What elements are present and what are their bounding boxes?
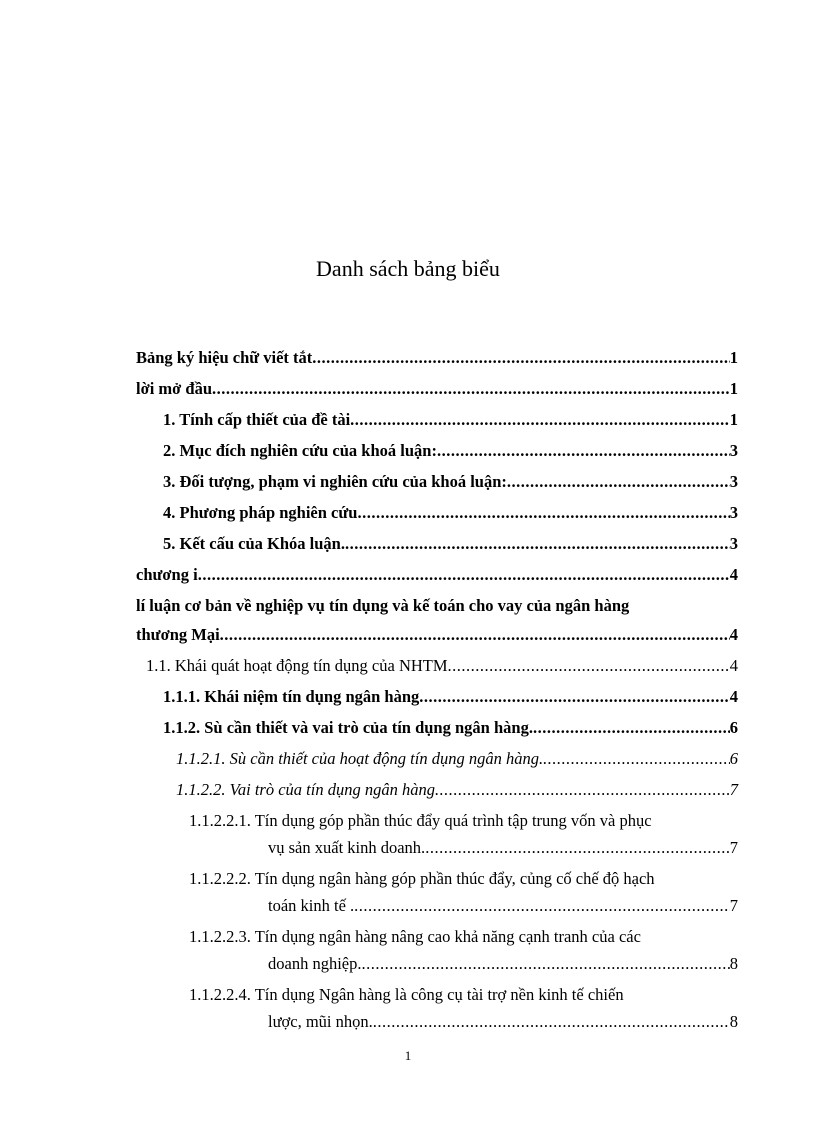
toc-entry[interactable] bbox=[189, 983, 738, 1033]
dot-leader bbox=[533, 716, 730, 739]
toc-entry[interactable] bbox=[189, 925, 738, 975]
toc-page-number: 4 bbox=[729, 625, 738, 644]
toc-entry[interactable] bbox=[136, 563, 738, 586]
dot-leader bbox=[220, 623, 730, 646]
dot-leader bbox=[357, 501, 729, 524]
toc-entry-text-line1: 1.1.2.2.4. Tín dụng Ngân hàng là công cụ tài trợ nền kinh tế chiến bbox=[189, 985, 624, 1004]
toc-entry-text: 1. Tính cấp thiết của đề tài bbox=[163, 410, 351, 429]
toc-entry[interactable] bbox=[146, 654, 738, 677]
dot-leader bbox=[543, 747, 730, 770]
toc-entry[interactable] bbox=[176, 778, 738, 801]
toc-page-number: 1 bbox=[729, 410, 738, 429]
toc-entry[interactable] bbox=[163, 470, 738, 493]
dot-leader bbox=[507, 470, 730, 493]
dot-leader bbox=[312, 346, 729, 369]
toc-entry[interactable] bbox=[163, 716, 738, 739]
toc-page-number: 4 bbox=[729, 687, 738, 706]
toc-page-number: 7 bbox=[729, 780, 738, 799]
toc-entry-text: Bảng ký hiệu chữ viết tắt bbox=[136, 348, 313, 367]
toc-page-number: 7 bbox=[729, 838, 738, 857]
toc-entry-text-line1: lí luận cơ bản về nghiệp vụ tín dụng và kế toán cho vay của ngân hàng bbox=[136, 596, 630, 615]
toc-entry-text: 3. Đối tượng, phạm vi nghiên cứu của khoá luận: bbox=[163, 472, 507, 491]
toc-page-number: 1 bbox=[729, 379, 738, 398]
dot-leader bbox=[425, 836, 730, 859]
page-number: 1 bbox=[404, 1048, 412, 1063]
dot-leader bbox=[419, 685, 729, 708]
table-of-contents bbox=[136, 346, 738, 1033]
toc-page-number: 3 bbox=[729, 534, 738, 553]
toc-entry-text: vụ sản xuất kinh doanh. bbox=[268, 838, 426, 857]
toc-entry-text: lược, mũi nhọn. bbox=[268, 1012, 373, 1031]
toc-entry[interactable] bbox=[163, 685, 738, 708]
dot-leader bbox=[198, 563, 730, 586]
dot-leader bbox=[448, 654, 730, 677]
toc-entry[interactable] bbox=[189, 867, 738, 917]
toc-page-number: 4 bbox=[729, 565, 738, 584]
toc-entry[interactable] bbox=[136, 346, 738, 369]
toc-entry-text: 1.1.2.2. Vai trò của tín dụng ngân hàng bbox=[176, 780, 435, 799]
toc-entry[interactable] bbox=[163, 501, 738, 524]
dot-leader bbox=[437, 439, 730, 462]
page-title: Danh sách bảng biểu bbox=[316, 256, 500, 281]
toc-entry-text: toán kinh tế . bbox=[268, 896, 355, 915]
toc-entry-text-line1: 1.1.2.2.2. Tín dụng ngân hàng góp phần thúc đẩy, củng cố chế độ hạch bbox=[189, 869, 655, 888]
toc-page-number: 8 bbox=[729, 954, 738, 973]
toc-entry[interactable] bbox=[163, 532, 738, 555]
toc-page-number: 3 bbox=[729, 472, 738, 491]
toc-entry-text-line1: 1.1.2.2.3. Tín dụng ngân hàng nâng cao khả năng cạnh tranh của các bbox=[189, 927, 641, 946]
toc-entry-text: 4. Phương pháp nghiên cứu bbox=[163, 503, 358, 522]
dot-leader bbox=[435, 778, 730, 801]
toc-page-number: 6 bbox=[729, 718, 738, 737]
toc-entry-text: 1.1.2. Sù cần thiết và vai trò của tín dụng ngân hàng. bbox=[163, 718, 533, 737]
toc-entry[interactable] bbox=[136, 377, 738, 400]
toc-entry[interactable] bbox=[163, 408, 738, 431]
toc-entry-text: 1.1. Khái quát hoạt động tín dụng của NHTM bbox=[146, 656, 448, 675]
toc-entry[interactable] bbox=[163, 439, 738, 462]
dot-leader bbox=[361, 952, 729, 975]
toc-page-number: 3 bbox=[729, 441, 738, 460]
toc-entry-text-line1: 1.1.2.2.1. Tín dụng góp phần thúc đẩy quá trình tập trung vốn và phục bbox=[189, 811, 652, 830]
toc-entry[interactable] bbox=[176, 747, 738, 770]
toc-entry-text: thương Mại bbox=[136, 625, 220, 644]
dot-leader bbox=[373, 1010, 730, 1033]
toc-entry-text: 5. Kết cấu của Khóa luận. bbox=[163, 534, 345, 553]
toc-page-number: 4 bbox=[729, 656, 738, 675]
toc-page-number: 7 bbox=[729, 896, 738, 915]
toc-entry-text: lời mở đầu bbox=[136, 379, 213, 398]
toc-page-number: 6 bbox=[729, 749, 738, 768]
dot-leader bbox=[345, 532, 730, 555]
toc-entry-text: 1.1.1. Khái niệm tín dụng ngân hàng bbox=[163, 687, 420, 706]
toc-entry[interactable] bbox=[136, 594, 738, 646]
toc-entry-text: 1.1.2.1. Sù cần thiết của hoạt động tín dụng ngân hàng. bbox=[176, 749, 544, 768]
toc-entry-text: 2. Mục đích nghiên cứu của khoá luận: bbox=[163, 441, 437, 460]
dot-leader bbox=[354, 894, 730, 917]
dot-leader bbox=[350, 408, 730, 431]
toc-entry-text: doanh nghiệp. bbox=[268, 954, 362, 973]
toc-page-number: 3 bbox=[729, 503, 738, 522]
toc-entry-text: chương i bbox=[136, 565, 198, 584]
dot-leader bbox=[212, 377, 730, 400]
toc-page-number: 8 bbox=[729, 1012, 738, 1031]
toc-page-number: 1 bbox=[729, 348, 738, 367]
toc-entry[interactable] bbox=[189, 809, 738, 859]
